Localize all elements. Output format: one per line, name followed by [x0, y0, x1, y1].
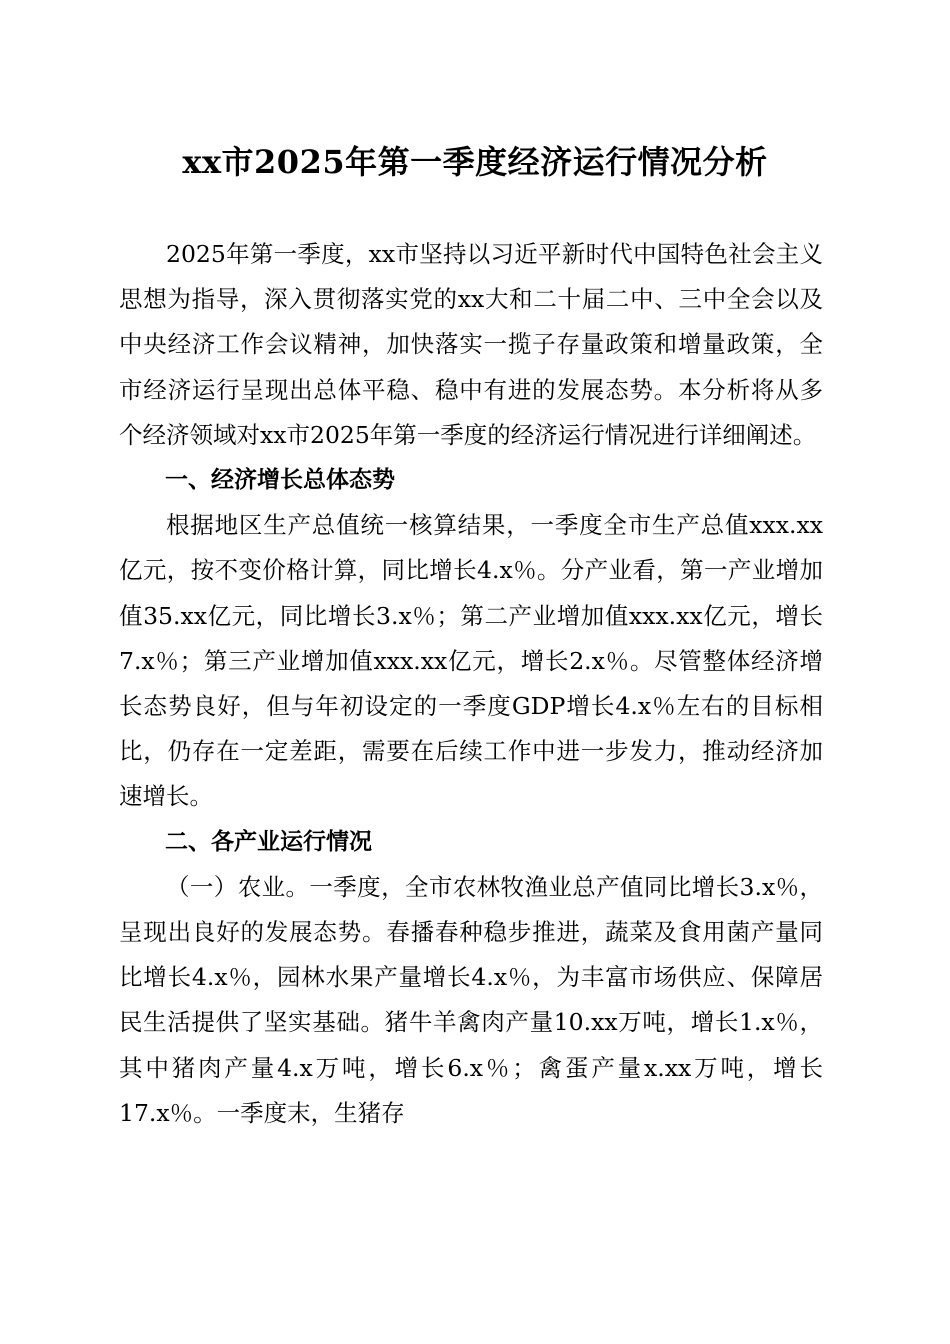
intro-paragraph: 2025年第一季度，xx市坚持以习近平新时代中国特色社会主义思想为指导，深入贯彻落实党的xx大和二十届二中、三中全会以及中央经济工作会议精神，加快落实一揽子存量政策和增量政策，全市经济运行呈现出总体平稳、稳中有进的发展态势。本分析将从多个经济领域对xx市2025年第一季度的经济运行情况进行详细阐述。 [119, 240, 823, 449]
section-2-paragraph: （一）农业。一季度，全市农林牧渔业总产值同比增长3.x％，呈现出良好的发展态势。春播春种稳步推进，蔬菜及食用菌产量同比增长4.x％，园林水果产量增长4.x％，为丰富市场供应、保障居民生活提供了坚实基础。猪牛羊禽肉产量10.xx万吨，增长1.x％，其中猪肉产量4.x万吨，增长6.x％；禽蛋产量x.xx万吨，增长17.x％。一季度末，生猪存 [119, 872, 823, 1127]
section-2-heading: 二、各产业运行情况 [165, 828, 372, 855]
document-body [119, 232, 823, 1136]
section-1-heading: 一、经济增长总体态势 [165, 467, 395, 494]
document-title: xx市2025年第一季度经济运行情况分析 [182, 143, 768, 181]
section-1-paragraph: 根据地区生产总值统一核算结果，一季度全市生产总值xxx.xx亿元，按不变价格计算，同比增长4.x％。分产业看，第一产业增加值35.xx亿元，同比增长3.x％；第二产业增加值xxx.xx亿元，增长7.x％；第三产业增加值xxx.xx亿元，增长2.x％。尽管整体经济增长态势良好，但与年初设定的一季度GDP增长4.x％左右的目标相比，仍存在一定差距，需要在后续工作中进一步发力，推动经济加速增长。 [119, 511, 823, 811]
